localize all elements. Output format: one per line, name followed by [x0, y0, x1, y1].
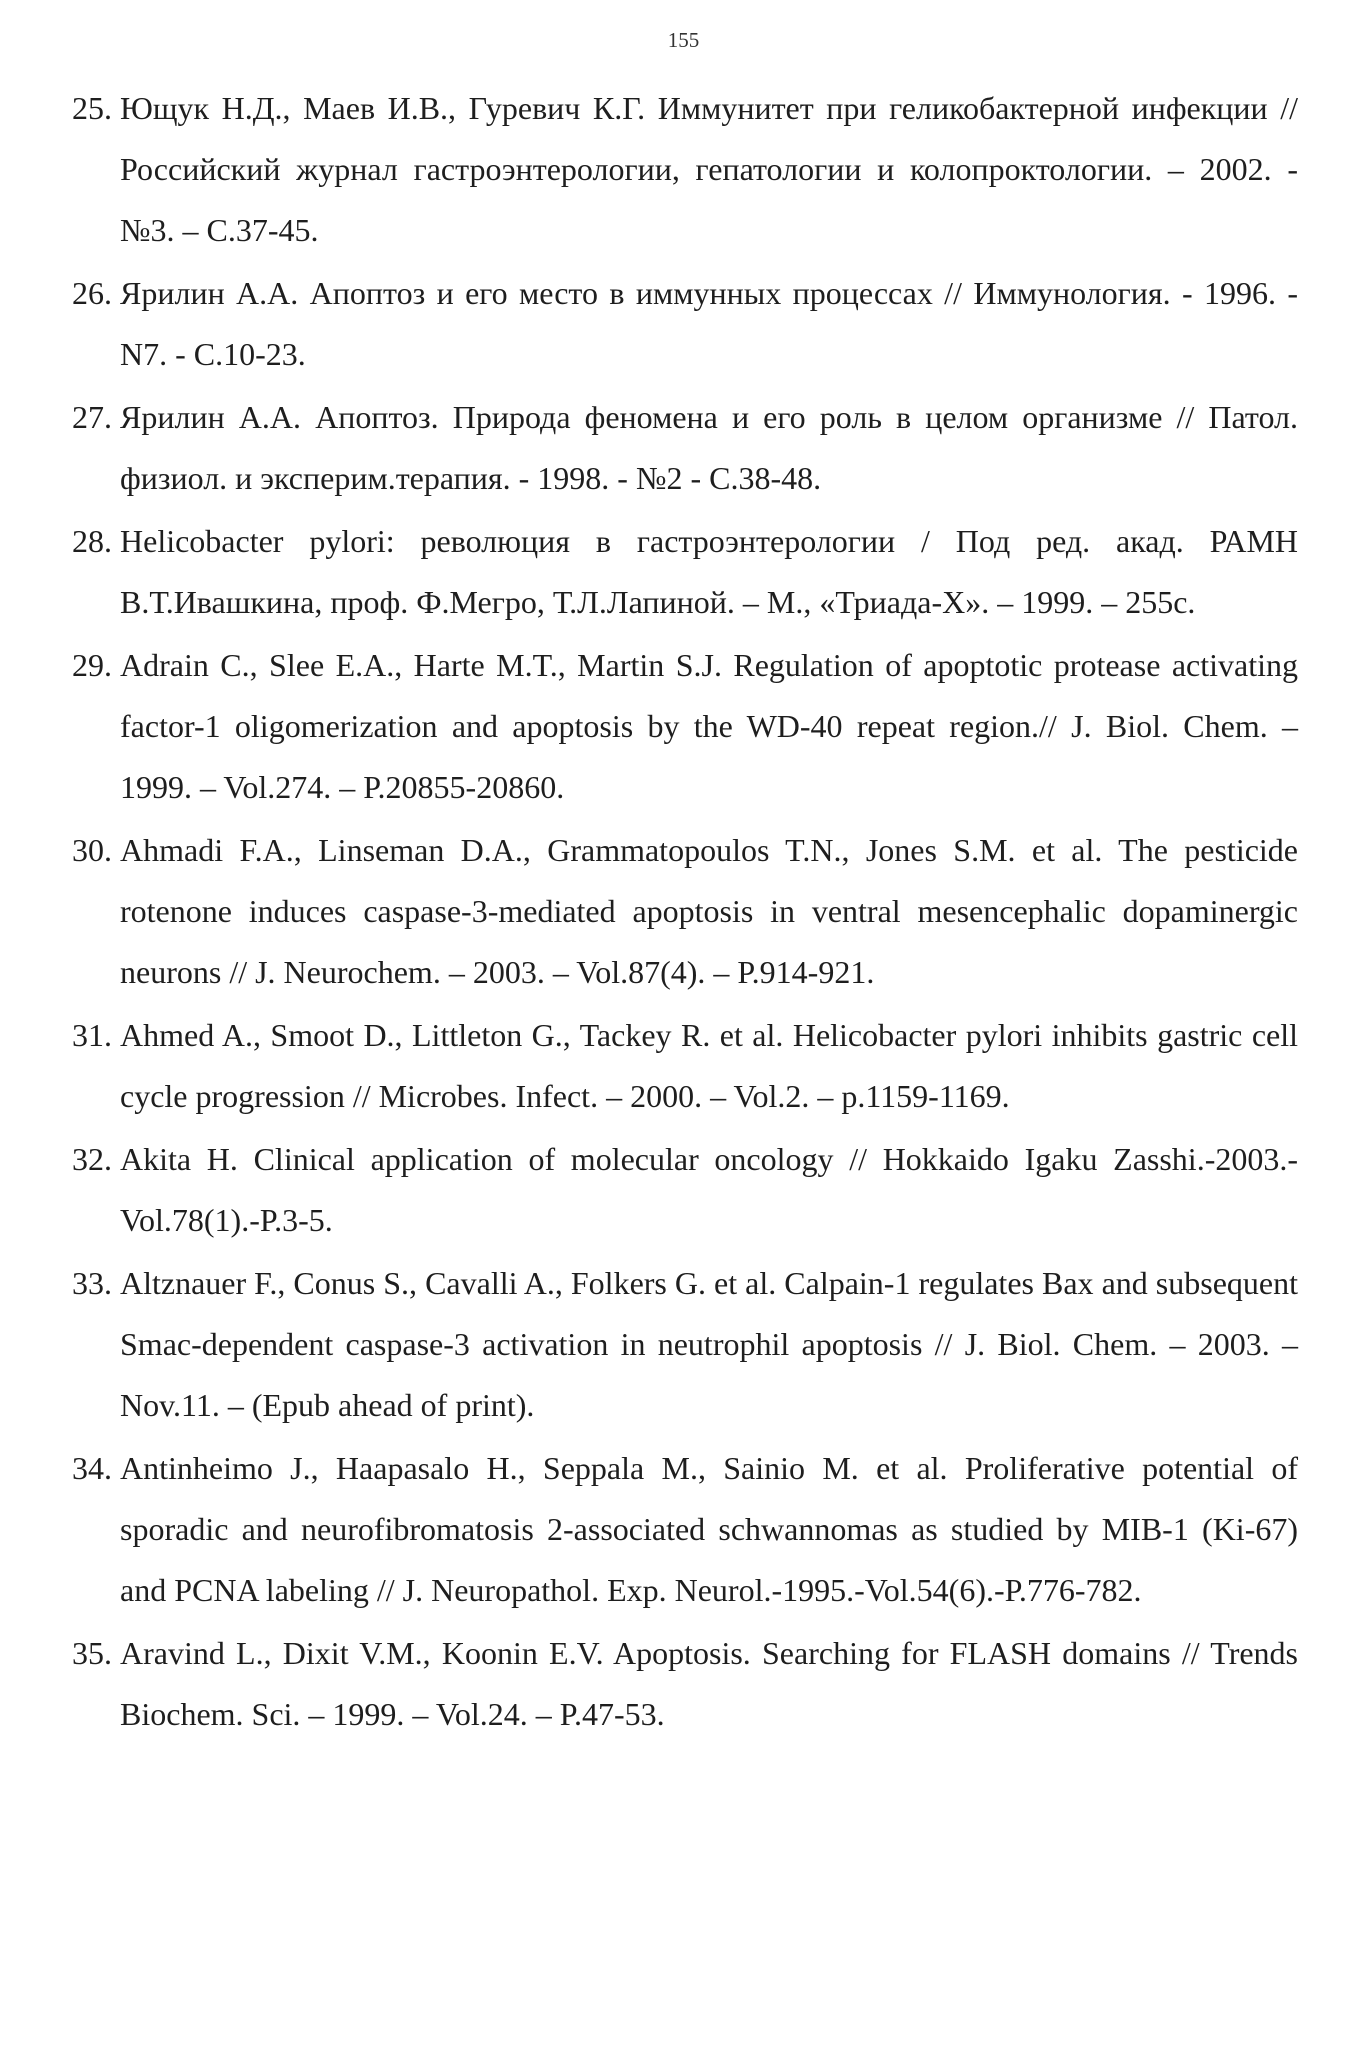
reference-item — [72, 1623, 1298, 1745]
reference-text: Ahmadi F.A., Linseman D.A., Grammatopoulos T.N., Jones S.M. et al. The pesticide rotenone induces caspase-3-mediated apoptosis in ventral mesencephalic dopaminergic neurons // J. Neurochem. – 2003. – Vol.87(4). – P.914-921. — [120, 832, 1298, 990]
reference-text: Ющук Н.Д., Маев И.В., Гуревич К.Г. Иммунитет при геликобактерной инфекции // Российский журнал гастроэнтерологии, гепатологии и колопроктологии. – 2002. - №3. – С.37-45. — [120, 90, 1298, 248]
reference-text: Ярилин А.А. Апоптоз. Природа феномена и его роль в целом организме // Патол. физиол. и эксперим.терапия. - 1998. - №2 - С.38-48. — [120, 399, 1298, 496]
reference-number: 33. — [72, 1265, 112, 1301]
reference-number: 25. — [72, 90, 112, 126]
page-number: 155 — [667, 28, 700, 52]
reference-text: Antinheimo J., Haapasalo H., Seppala M., Sainio M. et al. Proliferative potential of sporadic and neurofibromatosis 2-associated schwannomas as studied by MIB-1 (Ki-67) and PCNA labeling // J. Neuropathol. Exp. Neurol.-1995.-Vol.54(6).-P.776-782. — [120, 1450, 1298, 1608]
reference-number: 26. — [72, 275, 112, 311]
reference-item — [72, 263, 1298, 385]
reference-number: 27. — [72, 399, 112, 435]
reference-text: Aravind L., Dixit V.M., Koonin E.V. Apoptosis. Searching for FLASH domains // Trends Biochem. Sci. – 1999. – Vol.24. – P.47-53. — [120, 1635, 1298, 1732]
reference-item — [72, 1253, 1298, 1436]
reference-number: 34. — [72, 1450, 112, 1486]
reference-text: Adrain C., Slee E.A., Harte M.T., Martin S.J. Regulation of apoptotic protease activating factor-1 oligomerization and apoptosis by the WD-40 repeat region.// J. Biol. Chem. – 1999. – Vol.274. – P.20855-20860. — [120, 647, 1298, 805]
reference-text: Ярилин А.А. Апоптоз и его место в иммунных процессах // Иммунология. - 1996. - N7. - С.10-23. — [120, 275, 1298, 372]
reference-list — [72, 78, 1298, 1747]
reference-text: Helicobacter pylori: революция в гастроэнтерологии / Под ред. акад. РАМН В.Т.Ивашкина, проф. Ф.Мегро, Т.Л.Лапиной. – М., «Триада-Х». – 1999. – 255с. — [120, 523, 1298, 620]
reference-item — [72, 511, 1298, 633]
reference-item — [72, 1438, 1298, 1621]
reference-text: Altznauer F., Conus S., Cavalli A., Folkers G. et al. Calpain-1 regulates Bax and subsequent Smac-dependent caspase-3 activation in neutrophil apoptosis // J. Biol. Chem. – 2003. – Nov.11. – (Epub ahead of print). — [120, 1265, 1298, 1423]
reference-number: 30. — [72, 832, 112, 868]
reference-item — [72, 820, 1298, 1003]
reference-number: 32. — [72, 1141, 112, 1177]
reference-item — [72, 78, 1298, 261]
reference-number: 29. — [72, 647, 112, 683]
reference-text: Ahmed A., Smoot D., Littleton G., Tackey R. et al. Helicobacter pylori inhibits gastric cell cycle progression // Microbes. Infect. – 2000. – Vol.2. – p.1159-1169. — [120, 1017, 1298, 1114]
reference-text: Akita H. Clinical application of molecular oncology // Hokkaido Igaku Zasshi.-2003.-Vol.78(1).-P.3-5. — [120, 1141, 1298, 1238]
reference-item — [72, 1005, 1298, 1127]
reference-number: 35. — [72, 1635, 112, 1671]
reference-item — [72, 387, 1298, 509]
reference-number: 28. — [72, 523, 112, 559]
reference-item — [72, 1129, 1298, 1251]
reference-item — [72, 635, 1298, 818]
reference-number: 31. — [72, 1017, 112, 1053]
